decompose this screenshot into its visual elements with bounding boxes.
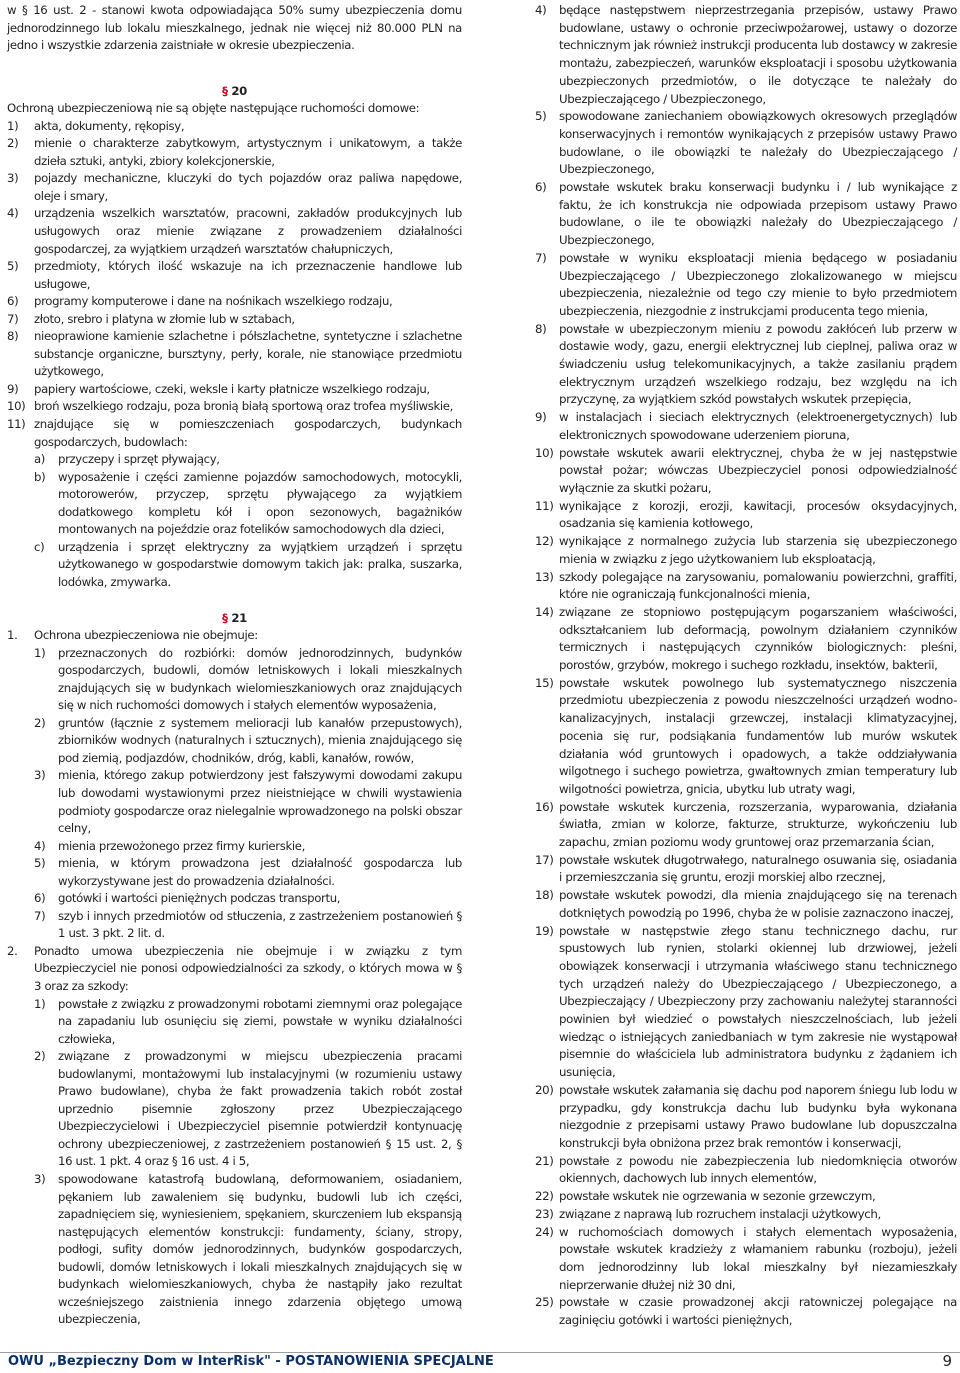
list-item-text: przyczepy i sprzęt pływający, bbox=[58, 452, 220, 467]
page-number: 9 bbox=[942, 1352, 952, 1370]
list-item-number: 15) bbox=[535, 675, 554, 690]
list-item-number: 9) bbox=[7, 381, 19, 396]
list-item-text: przedmioty, których ilość wskazuje na ich przeznaczenie handlowe lub usługowe, bbox=[34, 259, 462, 291]
list-item-text: mienia, w którym prowadzona jest działalność gospodarcza lub wykorzystywane jest do prowadzenia działalności. bbox=[58, 856, 462, 888]
list-item bbox=[508, 250, 957, 321]
list-item bbox=[7, 170, 462, 205]
list-item bbox=[7, 539, 462, 592]
list-item-text: szyb i innych przedmiotów od stłuczenia, z zastrzeżeniem postanowień § 1 ust. 3 pkt. 2 lit. d. bbox=[58, 908, 462, 941]
list-item bbox=[7, 855, 462, 890]
list-item bbox=[508, 852, 957, 887]
list-item bbox=[508, 445, 957, 498]
list-item-text: mienia, którego zakup potwierdzony jest fałszywymi dowodami zakupu lub dowodami wystawionymi przez nieistniejące w chwili wystawienia podmioty gospodarcze oraz nielegalnie wprowadzonego na polski obszar celny, bbox=[58, 768, 462, 836]
list-item-number: 19) bbox=[535, 923, 554, 938]
list-item bbox=[508, 533, 957, 568]
list-item-text: spowodowane zaniechaniem obowiązkowych okresowych przeglądów konserwacyjnych i remontów wynikających z przepisów ustawy Prawo budowlane, o ile obowiązki te należały do Ubezpieczającego / Ubezpieczonego, bbox=[559, 109, 957, 177]
list-item-text: w instalacjach i sieciach elektrycznych (elektroenergetycznych) lub elektronicznych spowodowane uderzeniem pioruna, bbox=[559, 410, 957, 442]
list-item-number: a) bbox=[34, 452, 46, 467]
list-item-number: 4) bbox=[535, 3, 547, 17]
list-item-text: urządzenia i sprzęt elektryczny za wyjątkiem urządzeń i sprzętu użytkowanego w gospodarstwie domowym takich jak: pralka, suszarka, lodówka, zmywarka. bbox=[58, 539, 462, 589]
section-21-continued-list bbox=[508, 2, 957, 1330]
list-item-text: powstałe wskutek powodzi, dla mienia znajdującego się na terenach dotkniętych powodzią po 1996, chyba że w polisie zaznaczono inaczej, bbox=[559, 888, 957, 920]
list-item-text: powstałe wskutek długotrwałego, naturalnego osuwania się, osiadania i przemieszczania się gruntu, erozji morskiej albo rzecznej, bbox=[559, 852, 957, 885]
section-21-paragraph-1 bbox=[7, 627, 462, 645]
list-item bbox=[508, 923, 957, 1082]
list-item bbox=[7, 398, 462, 416]
paragraph-number: 2. bbox=[7, 943, 18, 958]
right-column bbox=[508, 2, 957, 1330]
list-item bbox=[508, 108, 957, 179]
page-footer bbox=[0, 1352, 960, 1373]
list-item-text: spowodowane katastrofą budowlaną, deformowaniem, osiadaniem, pękaniem lub zawaleniem się budynku, budowli lub ich części, zapadnięciem się, wyniesieniem, spękaniem, skurczeniem lub ekspansją następujących elementów konstrukcji: fundamenty, ściany, stropy, podłogi, sufity domów jednorodzinnych, budynków gospodarczych, budowli, domów letniskowych i lokali mieszkalnych znajdujących się w budynkach wielomieszkaniowych, chyba że nastąpiły jako rezultat wcześniejszego zaistnienia innego zdarzenia objętego umową ubezpieczenia, bbox=[58, 1172, 462, 1327]
list-item-text: w ruchomościach domowych i stałych elementach wyposażenia, powstałe wskutek kradzieży z włamaniem rabunku (rozboju), jeżeli dom jednorodzinny lub lokal mieszkalny był niezamieszkały nieprzerwanie dłużej niż 30 dni, bbox=[559, 1224, 957, 1292]
list-item-text: wynikające z normalnego zużycia lub starzenia się ubezpieczonego mienia w związku z jego użytkowaniem lub eksploatacją, bbox=[559, 534, 957, 566]
list-item-text: będące następstwem nieprzestrzegania przepisów, ustawy Prawo budowlane, ustawy o ochronie przeciwpożarowej, ustawy o dozorze technicznym jak również instrukcji producenta lub dostawcy w zakresie montażu, zabezpieczeń, warunków eksploatacji i sposobu użytkowania ubezpieczonych przedmiotów, o ile dotyczące te należały do Ubezpieczającego / Ubezpieczonego, bbox=[559, 3, 957, 106]
list-item-text: broń wszelkiego rodzaju, poza bronią białą sportową oraz trofea myśliwskie, bbox=[34, 399, 453, 414]
list-item-number: 10) bbox=[535, 445, 554, 460]
list-item bbox=[7, 451, 462, 469]
list-item-number: 7) bbox=[34, 908, 46, 923]
list-item bbox=[508, 799, 957, 852]
list-item-text: powstałe wskutek braku konserwacji budynku i / lub wynikające z faktu, że ich konstrukcja nie odpowiada przepisom ustawy Prawo budowlane, o ile te obowiązki należały do Ubezpieczającego / Ubezpieczonego, bbox=[559, 180, 957, 248]
list-item-text: wynikające z korozji, erozji, kawitacji, procesów oksydacyjnych, osadzania się kamienia kotłowego, bbox=[559, 498, 957, 531]
list-item-text: przeznaczonych do rozbiórki: domów jednorodzinnych, budynków gospodarczych, budowli, domów letniskowych i lokali mieszkalnych znajdujących się w budynkach wielomieszkaniowych oraz znajdujących się w nich ruchomości domowych i stałych elementów wyposażenia, bbox=[58, 645, 462, 713]
list-item bbox=[7, 1048, 462, 1171]
list-item bbox=[508, 1294, 957, 1329]
list-item-number: 5) bbox=[7, 259, 19, 274]
list-item bbox=[508, 569, 957, 604]
list-item bbox=[7, 767, 462, 837]
list-item-text: znajdujące się w pomieszczeniach gospodarczych, budynkach gospodarczych, budowlach: bbox=[34, 417, 462, 449]
list-item-text: złoto, srebro i platyna w złomie lub w sztabach, bbox=[34, 311, 295, 326]
section-number: 21 bbox=[231, 610, 247, 625]
list-item-number: 3) bbox=[34, 768, 46, 783]
list-item bbox=[7, 311, 462, 329]
list-item-number: 11) bbox=[535, 498, 554, 513]
list-item bbox=[7, 645, 462, 715]
paragraph-number: 1. bbox=[7, 628, 18, 643]
list-item-number: 4) bbox=[7, 206, 19, 221]
list-item-number: 5) bbox=[535, 109, 547, 124]
list-item bbox=[7, 381, 462, 399]
list-item bbox=[508, 1082, 957, 1153]
list-item-text: urządzenia wszelkich warsztatów, pracowni, zakładów produkcyjnych lub usługowych oraz mienie związane z prowadzeniem działalności gospodarczej, za wyjątkiem urządzeń warsztatów chałupniczych, bbox=[34, 206, 462, 256]
list-item-text: powstałe z związku z prowadzonymi robotami ziemnymi oraz polegające na zapadaniu lub osunięciu się ziemi, powstałe w wyniku działalności człowieka, bbox=[58, 996, 462, 1046]
list-item bbox=[508, 604, 957, 675]
list-item-number: 2) bbox=[7, 136, 19, 151]
list-item-text: powstałe z powodu nie zabezpieczenia lub niedomknięcia otworów okiennych, dachowych lub innych elementów, bbox=[559, 1153, 957, 1186]
list-item-number: 8) bbox=[7, 329, 19, 344]
paragraph-text: Ponadto umowa ubezpieczenia nie obejmuje i w związku z tym Ubezpieczyciel nie ponosi odpowiedzialności za szkody, o których mowa w § 3 oraz za szkody: bbox=[34, 943, 462, 993]
list-item bbox=[7, 293, 462, 311]
list-item-number: 5) bbox=[34, 856, 46, 871]
list-item-number: 11) bbox=[7, 417, 26, 432]
list-item-text: powstałe w ubezpieczonym mieniu z powodu zakłóceń lub przerw w dostawie wody, gazu, energii elektrycznej lub cieplnej, paliwa oraz w świadczeniu usług telekomunikacyjnych, a także zasilaniu prądem elektrycznym urządzeń wszelkiego rodzaju, bez względu na ich przyczynę, za wyjątkiem szkód powstałych wskutek przepięcia, bbox=[559, 321, 957, 407]
list-item-text: powstałe wskutek nie ogrzewania w sezonie grzewczym, bbox=[559, 1189, 876, 1204]
list-item-number: 1) bbox=[34, 996, 46, 1011]
list-item-number: 8) bbox=[535, 321, 547, 336]
section-20-list bbox=[7, 118, 462, 451]
list-item bbox=[508, 2, 957, 108]
list-item-number: 21) bbox=[535, 1153, 554, 1168]
list-item-text: powstałe w czasie prowadzonej akcji ratowniczej polegające na zaginięciu gotówki i wartości pieniężnych, bbox=[559, 1295, 957, 1328]
list-item-number: 10) bbox=[7, 399, 26, 414]
footer-divider bbox=[0, 1352, 960, 1353]
paragraph-text: Ochrona ubezpieczeniowa nie obejmuje: bbox=[34, 628, 258, 643]
footer-title: OWU „Bezpieczny Dom w InterRisk" - POSTANOWIENIA SPECJALNE bbox=[8, 1354, 494, 1369]
list-item-text: gruntów (łącznie z systemem melioracji lub kanałów przepustowych), zbiorników wodnych (naturalnych i sztucznych), mienia znajdującego się pod ziemią, podjazdów, chodników, dróg, kabli, kanałów, rowów, bbox=[58, 715, 462, 765]
section-20-heading bbox=[7, 83, 462, 101]
list-item bbox=[7, 328, 462, 381]
list-item-text: powstałe wskutek kurczenia, rozszerzania, wyparowania, działania światła, zmian w kolorze, fakturze, strukturze, wykończeniu lub zapachu, zmian poziomu wody gruntowej oraz przemarzania ścian, bbox=[559, 799, 957, 850]
list-item bbox=[508, 675, 957, 799]
list-item bbox=[508, 321, 957, 410]
list-item-text: związane z prowadzonymi w miejscu ubezpieczenia pracami budowlanymi, montażowymi lub instalacyjnymi (w rozumieniu ustawy Prawo budowlane), chyba że fakt prowadzenia takich robót został uprzednio pisemnie zgłoszony przez Ubezpieczającego Ubezpieczycielowi i Ubezpieczyciel pisemnie potwierdził kontynuację ochrony ubezpieczeniowej, z zastrzeżeniem postanowień § 15 ust. 2, § 16 ust. 1 pkt. 4 oraz § 16 ust. 4 i 5, bbox=[58, 1049, 462, 1169]
list-item bbox=[7, 205, 462, 258]
list-item-text: szkody polegające na zarysowaniu, pomalowaniu powierzchni, graffiti, które nie ograniczają funkcjonalności mienia, bbox=[559, 569, 957, 602]
list-item-number: 1) bbox=[7, 118, 19, 133]
list-item-number: 16) bbox=[535, 799, 554, 814]
section-21-paragraph-2-list bbox=[7, 996, 462, 1329]
section-20-sublist bbox=[7, 451, 462, 591]
list-item-number: 17) bbox=[535, 852, 554, 867]
list-item-text: mienia przewożonego przez firmy kurierskie, bbox=[58, 838, 305, 853]
list-item-number: c) bbox=[34, 539, 45, 554]
list-item-number: 3) bbox=[34, 1172, 46, 1186]
list-item-text: powstałe w następstwie złego stanu technicznego dachu, rur spustowych lub rynien, stolarki okiennej lub drzwiowej, jeżeli obowiązek konserwacji i utrzymania właściwego stanu technicznego tych urządzeń należy do Ubezpieczającego / Ubezpieczonego, a Ubezpieczający / Ubezpieczony przy zachowaniu należytej staranności powinien był wiedzieć o powstałych nieszczelnościach, lub jeżeli wiedząc o istniejących zaniedbaniach w tym zakresie nie wystąpował pisemnie do właściciela lub administratora budynku z żądaniem ich usunięcia, bbox=[559, 923, 957, 1080]
list-item bbox=[508, 1188, 957, 1206]
list-item-number: 6) bbox=[535, 180, 547, 195]
intro-paragraph: w § 16 ust. 2 - stanowi kwota odpowiadająca 50% sumy ubezpieczenia domu jednorodzinnego lub lokalu mieszkalnego, jednak nie więcej niż 80.000 PLN na jedno i wszystkie zdarzenia zaistniałe w okresie ubezpieczenia. bbox=[7, 3, 462, 53]
list-item-text: powstałe wskutek awarii elektrycznej, chyba że w jej następstwie powstał pożar; wówczas Ubezpieczyciel ponosi odpowiedzialność wyłącznie za skutki pożaru, bbox=[559, 445, 957, 495]
list-item-number: 12) bbox=[535, 534, 554, 549]
list-item-number: 23) bbox=[535, 1206, 554, 1221]
list-item bbox=[508, 409, 957, 444]
list-item-text: gotówki i wartości pieniężnych podczas transportu, bbox=[58, 891, 341, 906]
list-item bbox=[7, 1171, 462, 1329]
section-number: 20 bbox=[231, 83, 247, 98]
list-item-number: b) bbox=[34, 469, 46, 484]
list-item-text: mienie o charakterze zabytkowym, artystycznym i unikatowym, a także dzieła sztuki, antyki, zbiory kolekcjonerskie, bbox=[34, 136, 462, 168]
list-item bbox=[7, 258, 462, 293]
list-item-number: 3) bbox=[7, 171, 19, 186]
list-item-text: pojazdy mechaniczne, kluczyki do tych pojazdów oraz paliwa napędowe, oleje i smary, bbox=[34, 171, 462, 203]
section-symbol: § bbox=[222, 610, 228, 625]
list-item-text: związane z naprawą lub rozruchem instalacji użytkowych, bbox=[559, 1206, 881, 1221]
list-item bbox=[7, 416, 462, 451]
list-item-text: papiery wartościowe, czeki, weksle i karty płatnicze wszelkiego rodzaju, bbox=[34, 381, 430, 396]
section-21-paragraph-2 bbox=[7, 943, 462, 996]
list-item-number: 4) bbox=[34, 838, 46, 853]
section-20-lead: Ochroną ubezpieczeniową nie są objęte następujące ruchomości domowe: bbox=[7, 101, 420, 116]
list-item bbox=[7, 715, 462, 768]
list-item bbox=[508, 1206, 957, 1224]
list-item-text: programy komputerowe i dane na nośnikach wszelkiego rodzaju, bbox=[34, 294, 393, 309]
list-item bbox=[7, 135, 462, 170]
list-item-number: 24) bbox=[535, 1224, 554, 1239]
list-item-number: 22) bbox=[535, 1189, 554, 1204]
list-item bbox=[7, 118, 462, 136]
list-item-text: związane ze stopniowo postępującym pogarszaniem właściwości, odkształcaniem lub deformacją, powolnym działaniem czynników termicznych i następujących czynników biologicznych: pleśni, porostów, grzybów, mokrego i suchego rozkładu, insektów, bakterii, bbox=[559, 604, 957, 673]
list-item bbox=[508, 887, 957, 922]
list-item-number: 13) bbox=[535, 569, 554, 584]
list-item bbox=[7, 908, 462, 943]
list-item-number: 25) bbox=[535, 1295, 554, 1310]
list-item bbox=[7, 838, 462, 856]
list-item-text: powstałe wskutek powolnego lub systematycznego niszczenia przedmiotu ubezpieczenia z powodu nieszczelności urządzeń wodno-kanalizacyjnych, instalacji grzewczej, instalacji klimatyzacyjnej, pocenia się rur, podsiąkania fundamentów lub murów wskutek działania wód gruntowych i opadowych, a także oddziaływania wilgotnego i suchego powietrza, gwałtownych zmian temperatury lub wilgotności powietrza, gnicia, ubytku lub utraty wagi, bbox=[559, 675, 957, 796]
list-item bbox=[7, 996, 462, 1049]
list-item bbox=[508, 179, 957, 250]
section-21-paragraph-1-list bbox=[7, 645, 462, 943]
list-item-number: 2) bbox=[34, 1049, 46, 1064]
list-item-number: 6) bbox=[7, 294, 19, 309]
list-item-text: wyposażenie i części zamienne pojazdów samochodowych, motocykli, motorowerów, przyczep, sprzętu pływającego za wyjątkiem dodatkowego kompletu kół i opon sezonowych, bagażników montowanych na pojeździe oraz fotelików samochodowych dla dzieci, bbox=[58, 469, 462, 537]
list-item-number: 1) bbox=[34, 645, 46, 660]
list-item-number: 6) bbox=[34, 891, 46, 906]
list-item bbox=[7, 890, 462, 908]
list-item bbox=[508, 498, 957, 533]
list-item-number: 2) bbox=[34, 715, 46, 730]
list-item bbox=[7, 469, 462, 539]
list-item-number: 14) bbox=[535, 604, 554, 619]
list-item bbox=[508, 1153, 957, 1188]
list-item-text: powstałe wskutek załamania się dachu pod naporem śniegu lub lodu w przypadku, gdy konstrukcja dachu lub budynku była wykonana niezgodnie z przepisami ustawy Prawo budowlane lub dopuszczalna konstrukcji była obniżona przez brak remontów i konserwacji, bbox=[559, 1082, 957, 1150]
left-column bbox=[7, 2, 462, 1329]
section-21-heading bbox=[7, 610, 462, 628]
list-item-text: akta, dokumenty, rękopisy, bbox=[34, 118, 185, 133]
list-item-number: 20) bbox=[535, 1082, 554, 1097]
section-symbol: § bbox=[222, 83, 228, 98]
list-item-number: 7) bbox=[535, 250, 547, 265]
list-item-number: 9) bbox=[535, 410, 547, 425]
list-item bbox=[508, 1224, 957, 1295]
list-item-text: nieoprawione kamienie szlachetne i półszlachetne, syntetyczne i szlachetne substancje organiczne, bursztyny, perły, korale, nie stanowiące przedmiotu użytkowego, bbox=[34, 329, 462, 379]
list-item-number: 7) bbox=[7, 311, 19, 326]
list-item-text: powstałe w wyniku eksploatacji mienia będącego w posiadaniu Ubezpieczającego / Ubezpieczonego zlokalizowanego w miejscu ubezpieczenia, niezależnie od tego czy mienie to było przedmiotem ubezpieczenia, niezgodnie z instrukcjami producenta tego mienia, bbox=[559, 250, 957, 318]
list-item-number: 18) bbox=[535, 888, 554, 903]
